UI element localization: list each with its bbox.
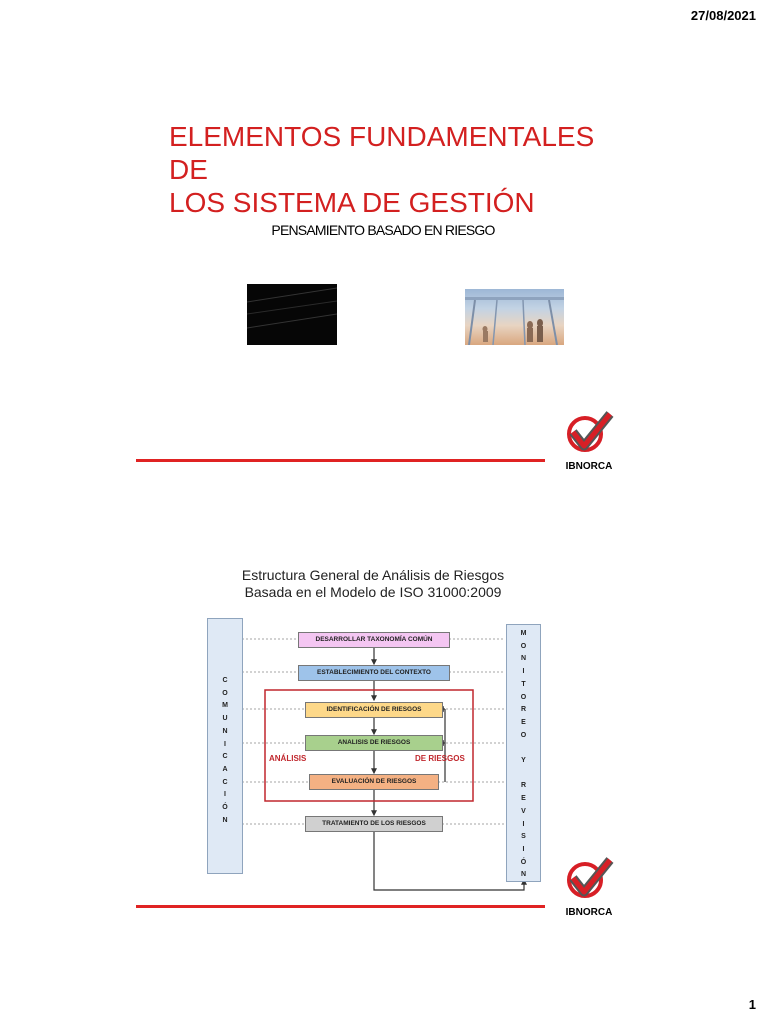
column-letter: I xyxy=(522,845,525,853)
column-letter xyxy=(507,742,540,755)
dark-image xyxy=(247,284,337,345)
diagram-connectors xyxy=(205,612,545,894)
column-letter xyxy=(507,768,540,781)
checkmark-logo-icon xyxy=(558,410,620,455)
diagram-title-line-1: Estructura General de Análisis de Riesgos xyxy=(241,567,505,583)
diagram-title-line-2: Basada en el Modelo de ISO 31000:2009 xyxy=(244,584,502,600)
analysis-label-right: DE RIESGOS xyxy=(415,754,465,763)
column-letter: N xyxy=(520,871,527,879)
column-letter: O xyxy=(520,642,527,650)
page-number: 1 xyxy=(748,997,756,1012)
column-letter: I xyxy=(224,740,226,748)
step-treatment: TRATAMIENTO DE LOS RIESGOS xyxy=(305,816,443,832)
ibnorca-logo xyxy=(558,856,620,916)
slide-title-line-1: ELEMENTOS FUNDAMENTALES DE xyxy=(169,121,595,185)
slide-title xyxy=(169,120,629,219)
column-letter: Y xyxy=(521,757,526,765)
communication-column xyxy=(207,618,243,874)
slide-divider xyxy=(136,905,545,908)
column-letter: N xyxy=(520,655,527,663)
column-letter: R xyxy=(520,706,527,714)
column-letter: N xyxy=(222,727,228,735)
column-letter: C xyxy=(222,778,228,786)
ibnorca-logo xyxy=(558,410,620,470)
column-letter: N xyxy=(222,816,228,824)
column-letter: M xyxy=(222,702,228,710)
column-letter: O xyxy=(520,731,527,739)
diagram-title xyxy=(218,567,528,601)
column-letter: M xyxy=(520,630,527,637)
communication-letters xyxy=(208,619,242,827)
print-date: 27/08/2021 xyxy=(690,8,756,23)
column-letter: R xyxy=(520,782,527,790)
slide-title-line-2: LOS SISTEMA DE GESTIÓN xyxy=(169,187,535,218)
column-letter: U xyxy=(222,715,228,723)
monitoring-letters xyxy=(507,625,540,882)
column-letter: S xyxy=(521,833,526,841)
column-letter: Ó xyxy=(222,804,228,812)
logo-wordmark: IBNORCA xyxy=(565,461,613,472)
column-letter: V xyxy=(521,807,526,815)
column-letter: E xyxy=(521,795,526,803)
office-photo xyxy=(465,289,564,345)
checkmark-logo-icon xyxy=(558,856,620,901)
slide-divider xyxy=(136,459,545,462)
column-letter: O xyxy=(520,693,527,701)
step-context: ESTABLECIMIENTO DEL CONTEXTO xyxy=(298,665,450,681)
step-taxonomy: DESARROLLAR TAXONOMÍA COMÚN xyxy=(298,632,450,648)
column-letter: I xyxy=(522,820,525,828)
column-letter: Ó xyxy=(520,858,527,866)
column-letter: C xyxy=(222,753,228,761)
analysis-label-left: ANÁLISIS xyxy=(269,754,307,763)
step-identification: IDENTIFICACIÓN DE RIESGOS xyxy=(305,702,443,718)
column-letter: E xyxy=(521,718,526,726)
step-analysis: ANALISIS DE RIESGOS xyxy=(305,735,443,751)
step-evaluation: EVALUACIÓN DE RIESGOS xyxy=(309,774,439,790)
risk-process-diagram xyxy=(205,612,545,894)
logo-wordmark: IBNORCA xyxy=(565,907,613,918)
column-letter: O xyxy=(222,689,228,697)
column-letter: T xyxy=(521,680,526,688)
column-letter: I xyxy=(522,668,525,676)
column-letter: A xyxy=(222,765,228,773)
slide-subtitle: PENSAMIENTO BASADO EN RIESGO xyxy=(271,222,495,238)
monitoring-column xyxy=(506,624,541,882)
column-letter: I xyxy=(224,791,226,799)
column-letter: C xyxy=(222,677,228,684)
